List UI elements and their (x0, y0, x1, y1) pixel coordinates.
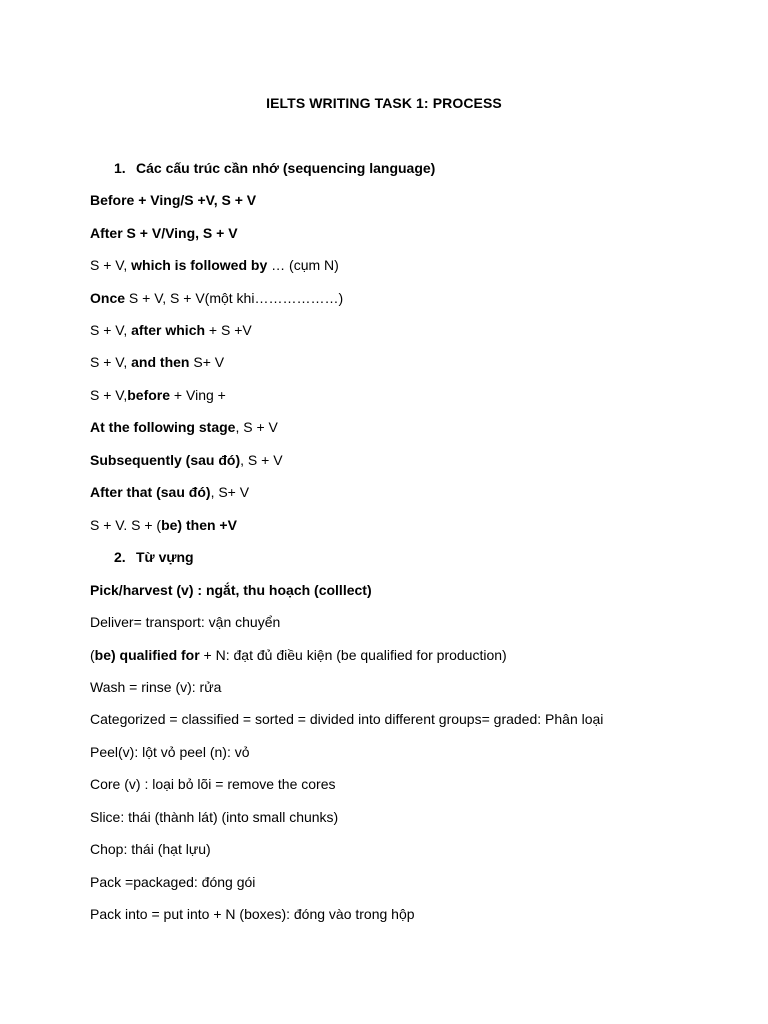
bold-text: At the following stage (90, 419, 236, 435)
bold-text: Pick/harvest (v) : ngắt, thu hoạch (colllect) (90, 582, 372, 598)
bold-text: be) qualified for (94, 647, 200, 663)
structure-line (90, 482, 249, 502)
bold-text: After that (sau đó) (90, 484, 211, 500)
section-heading-2 (114, 547, 194, 567)
plain-text: Pack =packaged: đóng gói (90, 874, 256, 890)
structure-line (90, 352, 224, 372)
plain-text: ( (90, 647, 95, 663)
bold-text: and then (131, 354, 190, 370)
plain-text: … (cụm N) (267, 257, 339, 273)
plain-text: Categorized = classified = sorted = divided into different groups= graded: Phân loại (90, 711, 604, 727)
plain-text: Peel(v): lột vỏ peel (n): vỏ (90, 744, 250, 760)
structure-line (90, 190, 256, 210)
plain-text: Core (v) : loại bỏ lõi = remove the cores (90, 776, 336, 792)
plain-text: Slice: thái (thành lát) (into small chunks) (90, 809, 339, 825)
bold-text: which is followed by (131, 257, 268, 273)
section-heading-1 (114, 158, 435, 178)
structure-line (90, 288, 343, 308)
plain-text: , S + V (240, 452, 283, 468)
bold-text: Once (90, 290, 126, 306)
bold-text: before (127, 387, 171, 403)
structure-line (90, 515, 237, 535)
structure-line (90, 320, 252, 340)
plain-text: + S +V (205, 322, 252, 338)
vocabulary-line (90, 839, 211, 859)
vocabulary-line (90, 807, 338, 827)
plain-text: Wash = rinse (v): rửa (90, 679, 222, 695)
plain-text: , S+ V (210, 484, 250, 500)
section-number: 1. (114, 160, 126, 176)
plain-text: S + V, (90, 257, 132, 273)
plain-text: S + V. S + ( (90, 517, 162, 533)
structure-line (90, 255, 339, 275)
section-number: 2. (114, 549, 126, 565)
plain-text: + Ving + (170, 387, 226, 403)
vocabulary-line (90, 709, 603, 729)
page-title: IELTS WRITING TASK 1: PROCESS (266, 95, 502, 111)
section-heading-text: Từ vựng (136, 549, 194, 565)
plain-text: S + V, (90, 354, 132, 370)
vocabulary-line (90, 872, 255, 892)
section-heading-text: Các cấu trúc cần nhớ (sequencing language) (136, 160, 436, 176)
structure-line (90, 450, 283, 470)
plain-text: + N: đạt đủ điều kiện (be qualified for production) (199, 647, 507, 663)
plain-text: S + V, (90, 322, 132, 338)
vocabulary-line (90, 612, 280, 632)
plain-text: Chop: thái (hạt lựu) (90, 841, 211, 857)
plain-text: , S + V (235, 419, 278, 435)
bold-text: be) then +V (161, 517, 237, 533)
structure-line (90, 385, 226, 405)
plain-text: S + V, S + V(một khi………………) (125, 290, 344, 306)
bold-text: After S + V/Ving, S + V (90, 225, 238, 241)
plain-text: Pack into = put into + N (boxes): đóng vào trong hộp (90, 906, 415, 922)
bold-text: Before + Ving/S +V, S + V (90, 192, 257, 208)
vocabulary-line (90, 774, 336, 794)
plain-text: S+ V (189, 354, 225, 370)
vocabulary-line (90, 580, 372, 600)
vocabulary-line (90, 904, 415, 924)
structure-line (90, 223, 238, 243)
vocabulary-line (90, 677, 221, 697)
vocabulary-line (90, 742, 250, 762)
bold-text: Subsequently (sau đó) (90, 452, 241, 468)
vocabulary-line (90, 645, 507, 665)
structure-line (90, 417, 278, 437)
plain-text: S + V, (90, 387, 128, 403)
plain-text: Deliver= transport: vận chuyển (90, 614, 281, 630)
bold-text: after which (131, 322, 206, 338)
